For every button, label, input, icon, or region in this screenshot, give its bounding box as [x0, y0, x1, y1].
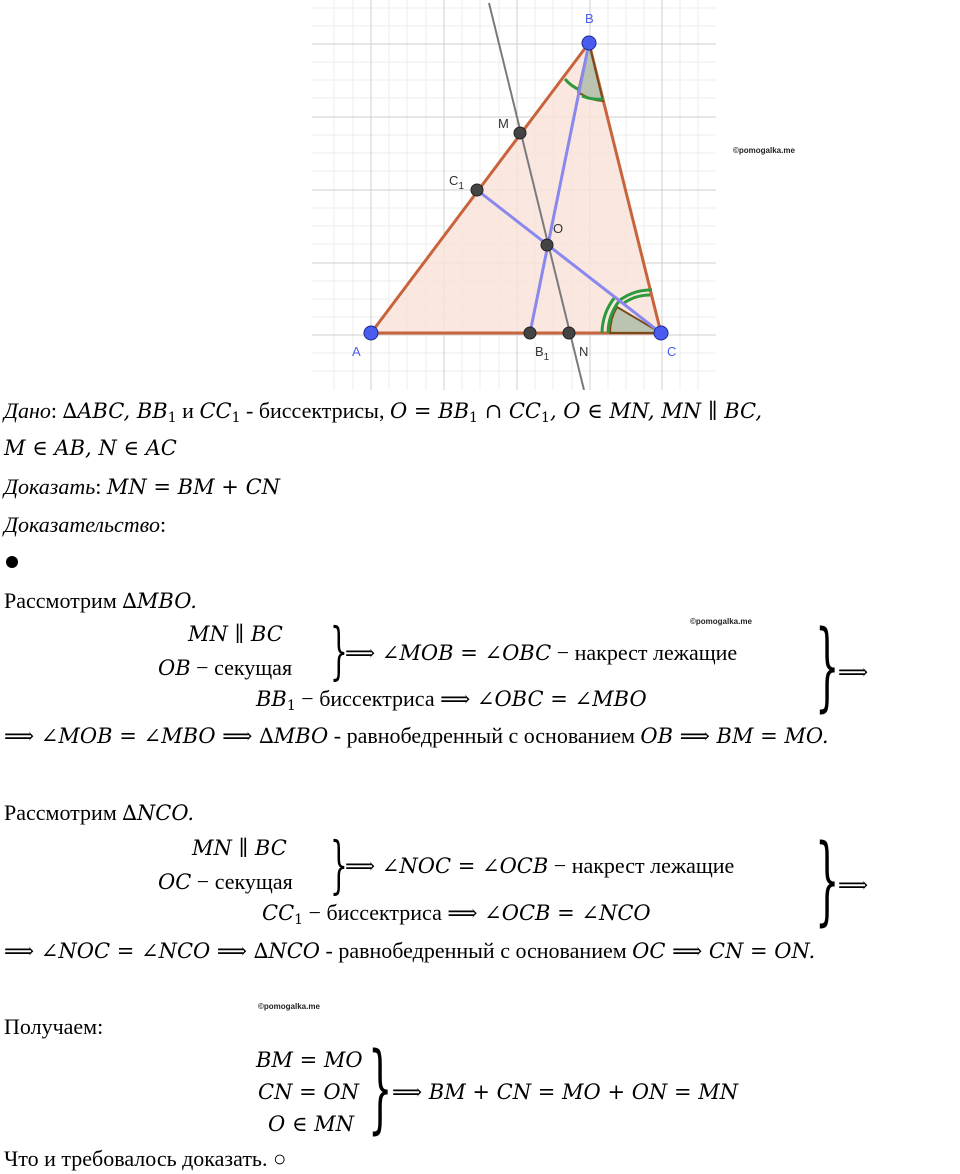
result-intro: Получаем:	[4, 1014, 104, 1039]
label-a: A	[352, 344, 361, 359]
label-b: B	[585, 11, 594, 26]
label-b1: $B_1$	[535, 344, 550, 363]
watermark: ©pomogalka.me	[258, 1002, 320, 1011]
step1-l1: MN ∥ BC	[188, 622, 283, 646]
triangle-abc	[371, 43, 661, 333]
step2-brace-1: }	[330, 828, 348, 901]
step2-brace-2: }	[815, 824, 840, 936]
vertex-b	[582, 36, 596, 50]
given-line-2: M ∈ AB, N ∈ AC	[4, 436, 177, 460]
step2-l3: $CC_1$ − биссектриса ⟹ ∠OCB = ∠NCO	[262, 900, 651, 928]
step1-l3: $BB_1$ − биссектриса ⟹ ∠OBC = ∠MBO	[256, 686, 647, 714]
watermark: ©pomogalka.me	[690, 617, 752, 626]
result-brace: }	[368, 1032, 393, 1144]
result-e1: BM = MO	[256, 1048, 363, 1072]
step1-brace-1: }	[330, 614, 348, 687]
step2-implies: ⟹	[838, 873, 869, 897]
label-m: M	[498, 116, 509, 131]
triangle-figure	[312, 0, 716, 390]
watermark: ©pomogalka.me	[733, 146, 795, 155]
point-c1	[471, 184, 483, 196]
step1-intro: Рассмотрим ∆MBO.	[4, 588, 197, 613]
label-n: N	[579, 344, 589, 359]
step2-intro: Рассмотрим ∆NCO.	[4, 800, 195, 825]
step2-l1: MN ∥ BC	[192, 836, 287, 860]
vertex-c	[654, 326, 668, 340]
proof-label: Доказательство:	[4, 512, 167, 537]
label-o: O	[553, 221, 564, 236]
step2-r1: ⟹ ∠NOC = ∠OCB − накрест лежащие	[345, 853, 735, 878]
point-b1	[524, 327, 536, 339]
vertex-a	[364, 326, 378, 340]
end-line: Что и требовалось доказать. ○	[4, 1146, 287, 1171]
label-c: C	[667, 344, 677, 359]
label-c1: $C_1$	[449, 173, 464, 192]
result-r: ⟹ BM + CN = MO + ON = MN	[392, 1080, 739, 1104]
bullet	[6, 556, 18, 568]
step1-brace-2: }	[815, 610, 840, 722]
step2-conclusion: ⟹ ∠NOC = ∠NCO ⟹ ∆NCO - равнобедренный с основанием OC ⟹ CN = ON.	[4, 938, 816, 963]
result-e3: O ∈ MN	[268, 1112, 354, 1136]
given-line-1: Дано: ∆ABC, $BB_1$ и $CC_1$ - биссектрисы, $O = BB_1$ ∩ $CC_1$, O ∈ MN, MN ∥ BC,	[4, 398, 763, 426]
step1-implies: ⟹	[838, 660, 869, 684]
point-n	[563, 327, 575, 339]
step1-r1: ⟹ ∠MOB = ∠OBC − накрест лежащие	[345, 640, 738, 665]
step1-conclusion: ⟹ ∠MOB = ∠MBO ⟹ ∆MBO - равнобедренный с основанием OB ⟹ BM = MO.	[4, 723, 829, 748]
step1-l2: OB − секущая	[158, 655, 293, 680]
step2-l2: OC − секущая	[158, 869, 293, 894]
prove-line: Доказать: MN = BM + CN	[4, 474, 281, 499]
result-e2: CN = ON	[258, 1080, 359, 1104]
point-o	[541, 239, 553, 251]
point-m	[514, 127, 526, 139]
